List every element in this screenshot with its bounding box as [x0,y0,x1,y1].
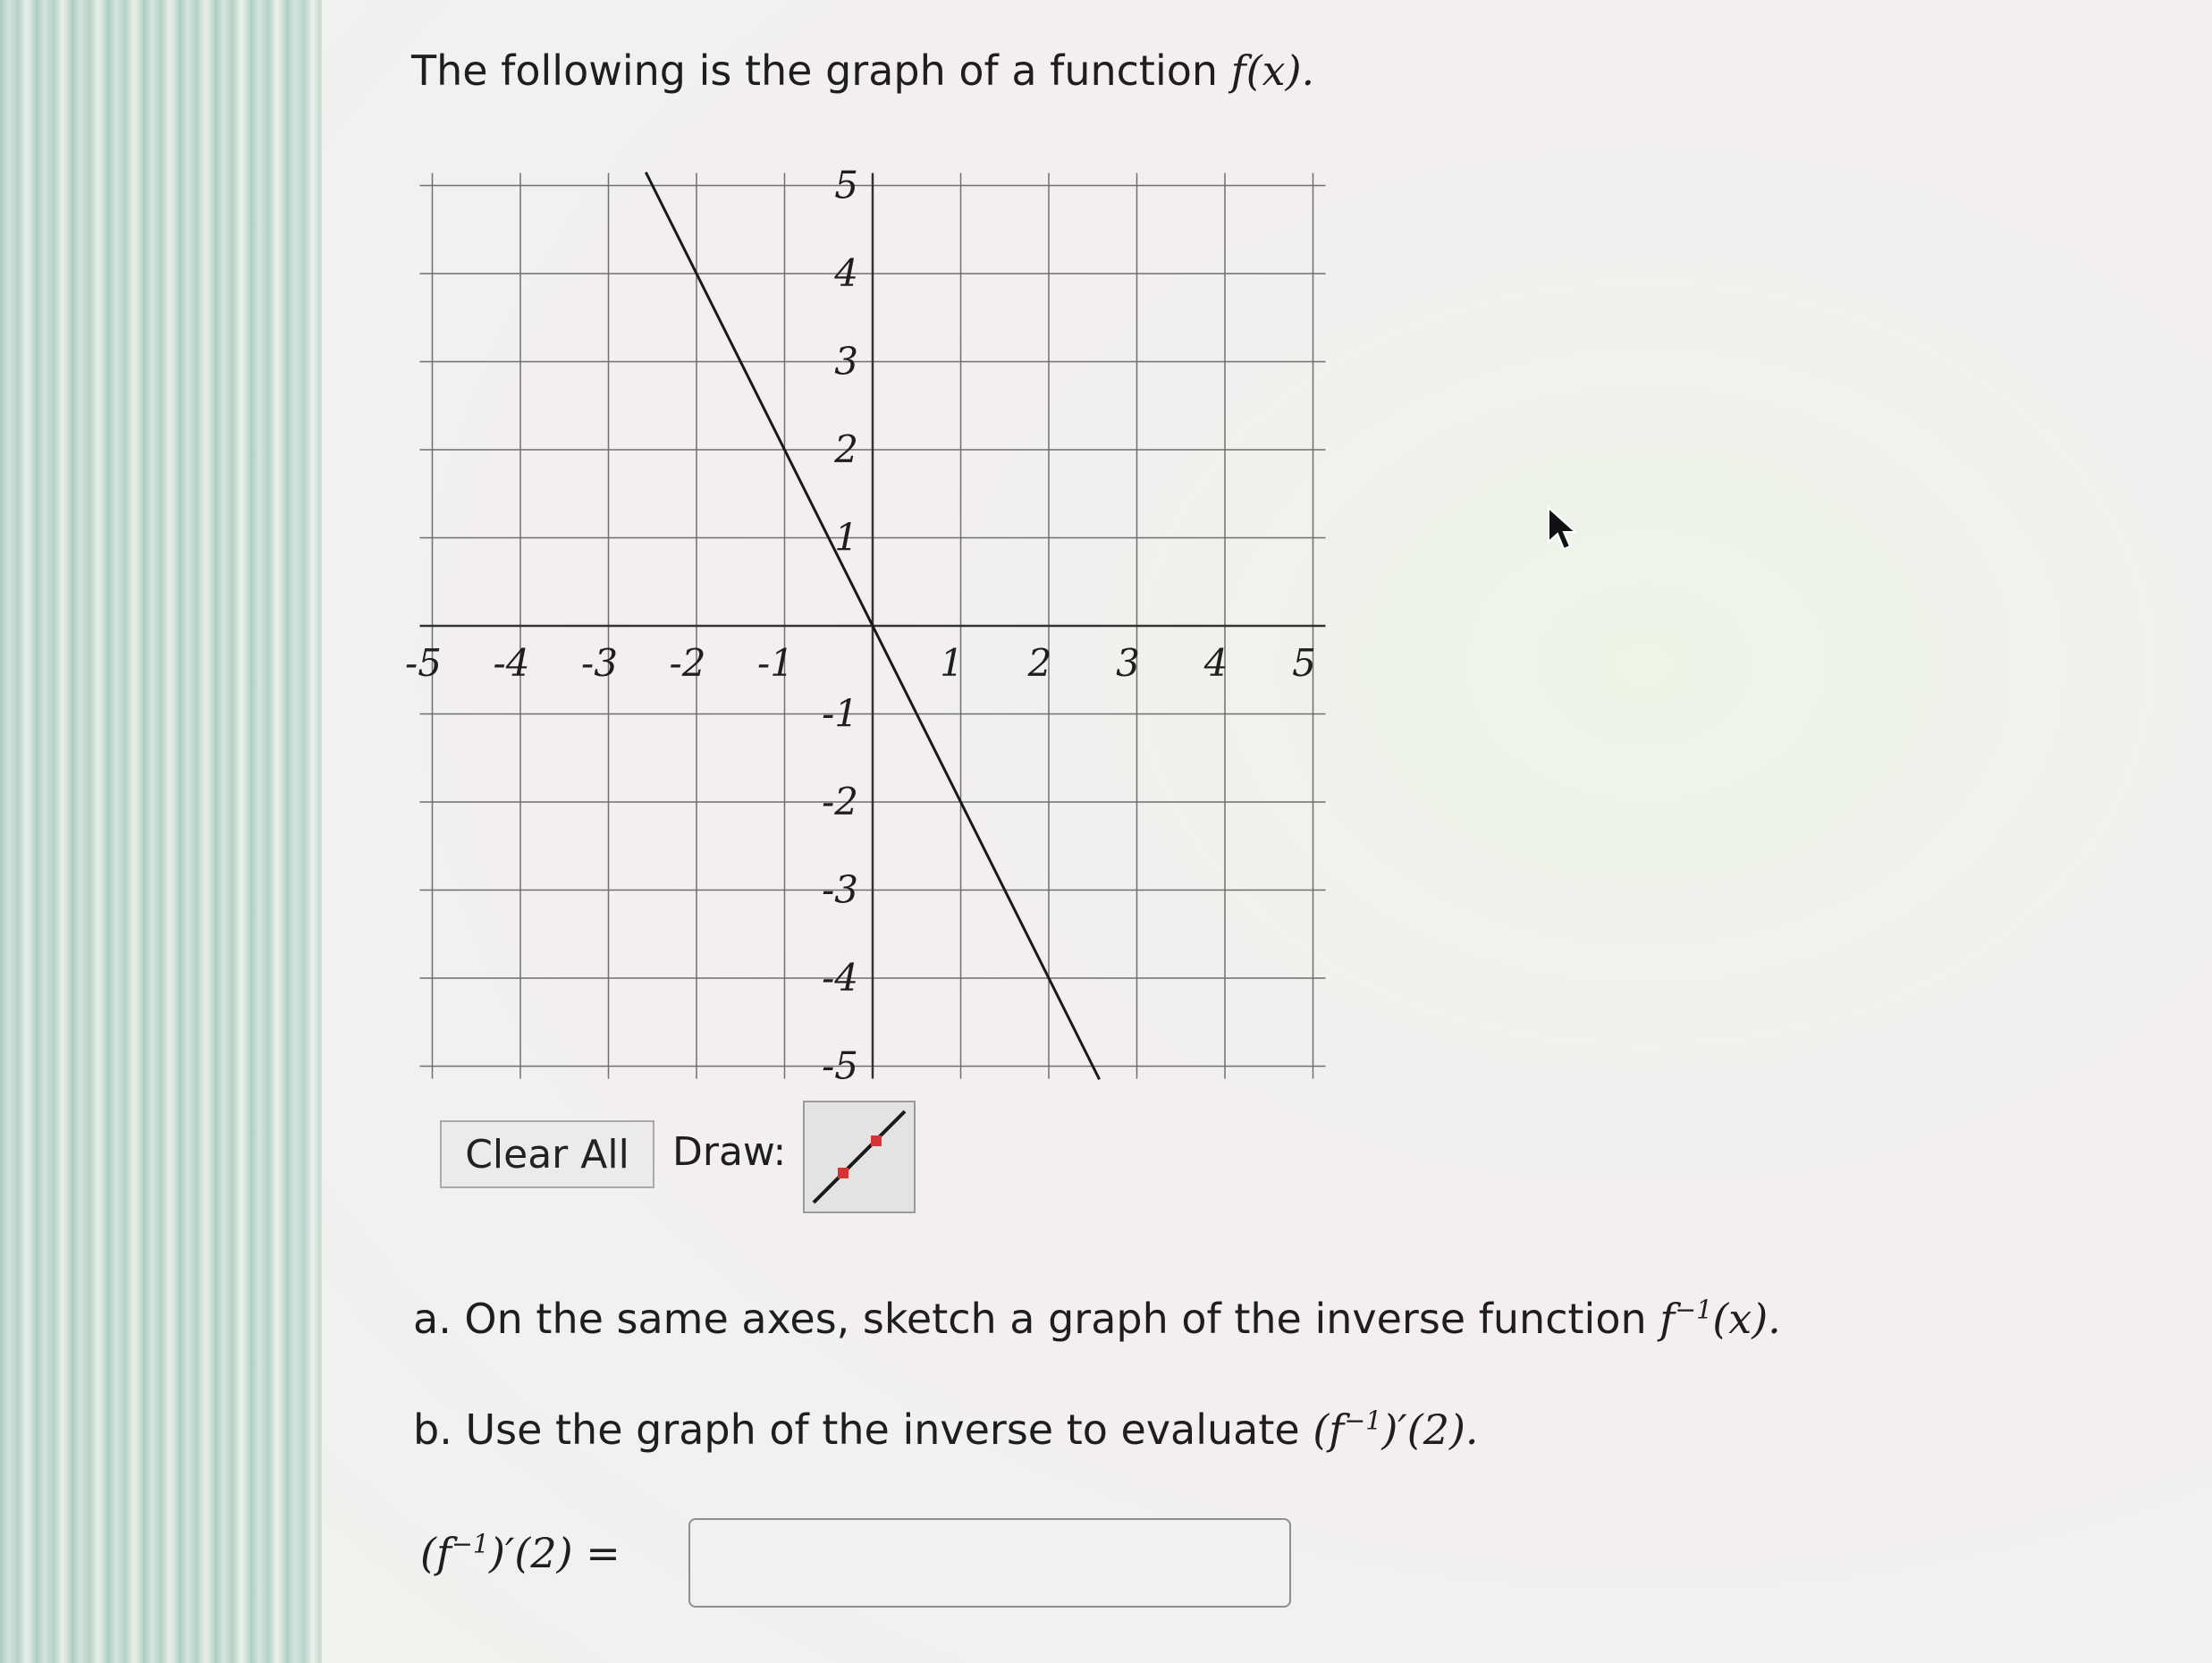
y-tick-label: 3 [834,339,858,384]
y-tick-label: -3 [822,867,858,912]
x-tick-label: -5 [405,641,442,685]
question-a [413,1295,1781,1343]
y-tick-label: 5 [834,163,858,207]
inverse-derivative-expr: $(f^{-1})'(2)$. [1313,1406,1479,1454]
question-b [413,1406,1479,1454]
page-title [411,46,1314,95]
question-b-text: b. Use the graph of the inverse to evaluate [413,1406,1300,1454]
background-stripes [0,0,320,1663]
y-tick-label: -5 [822,1043,858,1088]
x-tick-labels [405,641,1316,685]
x-tick-label: -1 [757,641,794,685]
draw-label: Draw: [672,1129,787,1175]
y-tick-label: 4 [834,251,858,295]
x-tick-label: 1 [940,641,964,685]
x-tick-label: 5 [1292,641,1316,685]
y-tick-label: -4 [822,956,858,1000]
answer-label: $(f^{-1})'(2)$ = [420,1529,621,1577]
y-tick-label: 1 [834,515,858,560]
x-tick-label: -2 [669,641,706,685]
y-tick-label: -1 [822,691,858,736]
clear-all-button[interactable]: Clear All [440,1120,654,1188]
x-tick-label: -4 [493,641,530,685]
question-a-text: a. On the same axes, sketch a graph of the inverse function [413,1295,1647,1343]
x-tick-label: 4 [1203,641,1228,685]
answer-input[interactable] [688,1518,1291,1608]
y-tick-label: 2 [834,427,858,471]
title-function: f(x). [1230,46,1315,95]
y-tick-label: -2 [822,780,858,823]
function-graph[interactable] [405,163,1343,1088]
mouse-pointer-icon [1545,506,1581,553]
line-segment-tool-icon [805,1102,914,1211]
x-tick-label: -3 [581,641,618,685]
title-text: The following is the graph of a function [411,46,1219,95]
x-tick-label: 3 [1116,641,1140,685]
inverse-function-expr: $f^{-1}(x)$. [1659,1295,1781,1343]
x-tick-label: 2 [1027,641,1052,685]
line-segment-tool-button[interactable] [803,1101,916,1213]
